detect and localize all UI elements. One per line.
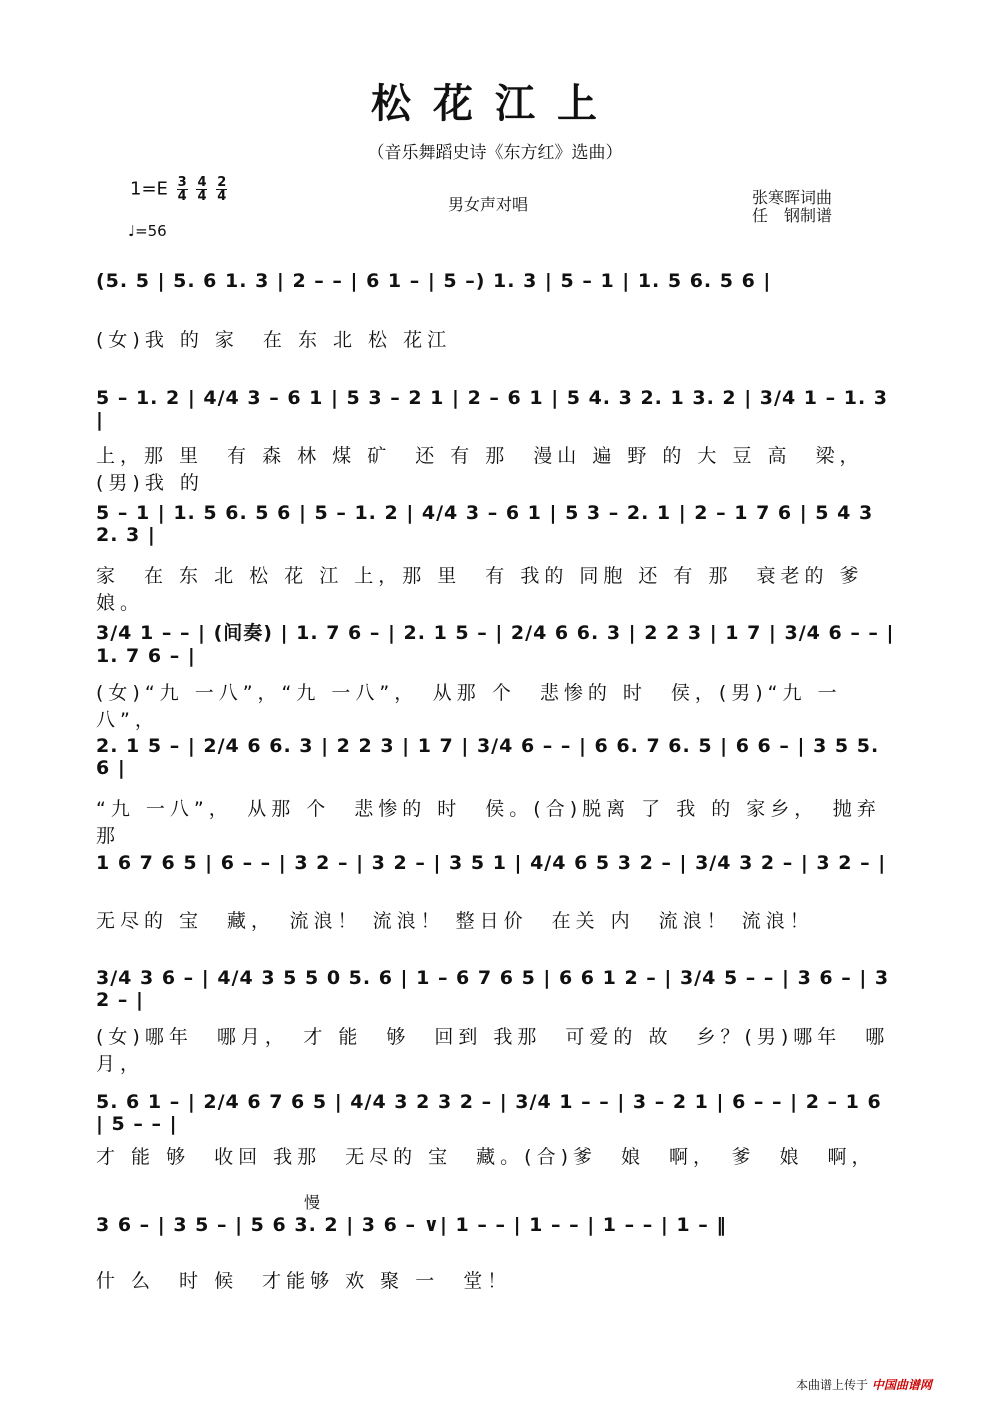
footer bbox=[796, 1376, 932, 1393]
site-logo: 中国曲谱网 bbox=[871, 1378, 932, 1392]
lyrics-row: (女)“九 一八”，“九 一八”， 从那 个 悲惨的 时 侯，(男)“九 一八”， bbox=[96, 682, 842, 731]
key-signature bbox=[130, 176, 227, 203]
time-signature: $\frac{2}{4}$ bbox=[217, 175, 227, 204]
notation-row: 3 6 – | 3 5 – | 5 6 3. 2 | 3 6 – ∨| 1 – – | 1 – – | 1 – – | 1 – ‖ bbox=[96, 1214, 727, 1236]
notation-row: (5. 5 | 5. 6 1. 3 | 2 – – | 6 1 – | 5 –) 1. 3 | 5 – 1 | 1. 5 6. 5 6 | bbox=[96, 270, 772, 292]
footer-text: 本曲谱上传于 bbox=[796, 1378, 869, 1392]
credit-line: 张寒晖词曲 bbox=[752, 188, 833, 207]
notation-row: 3/4 1 – – | (间奏) | 1. 7 6 – | 2. 1 5 – | 2/4 6 6. 3 | 2 2 3 | 1 7 | 3/4 6 – – | 1. 7 6 – | bbox=[96, 622, 895, 667]
lyrics-row: 什 么 时 候 才能够 欢 聚 一 堂！ bbox=[96, 1270, 512, 1292]
page-subtitle: （音乐舞蹈史诗《东方红》选曲） bbox=[367, 143, 623, 163]
page-title: 松花江上 bbox=[371, 80, 619, 127]
notation-row: 3/4 3 6 – | 4/4 3 5 5 0 5. 6 | 1 – 6 7 6 5 | 6 6 1 2 – | 3/4 5 – – | 3 6 – | 3 2 – | bbox=[96, 967, 890, 1011]
credits bbox=[752, 189, 832, 225]
tempo-change-marking: 慢 bbox=[304, 1193, 321, 1212]
time-signature: $\frac{4}{4}$ bbox=[197, 175, 207, 204]
time-signature: $\frac{3}{4}$ bbox=[177, 175, 187, 204]
performance-style: 男女声对唱 bbox=[448, 195, 529, 214]
notation-row: 1 6 7 6 5 | 6 – – | 3 2 – | 3 2 – | 3 5 1 | 4/4 6 5 3 2 – | 3/4 3 2 – | 3 2 – | bbox=[96, 852, 887, 874]
key-label: 1=E bbox=[130, 178, 168, 200]
credit-line: 任 钢制谱 bbox=[752, 206, 833, 225]
tempo-marking: ♩=56 bbox=[128, 222, 167, 240]
notation-row: 2. 1 5 – | 2/4 6 6. 3 | 2 2 3 | 1 7 | 3/4 6 – – | 6 6. 7 6. 5 | 6 6 – | 3 5 5. 6 | bbox=[96, 735, 880, 779]
notation-row: 5 – 1. 2 | 4/4 3 – 6 1 | 5 3 – 2 1 | 2 – 6 1 | 5 4. 3 2. 1 3. 2 | 3/4 1 – 1. 3 | bbox=[96, 387, 889, 431]
lyrics-row: “九 一八”， 从那 个 悲惨的 时 侯。(合)脱离 了 我 的 家乡， 抛弃 那 bbox=[96, 798, 905, 847]
notation-row: 5 – 1 | 1. 5 6. 5 6 | 5 – 1. 2 | 4/4 3 – 6 1 | 5 3 – 2. 1 | 2 – 1 7 6 | 5 4 3 2. 3 | bbox=[96, 502, 874, 546]
lyrics-row: 无尽的 宝 藏， 流浪！ 流浪！ 整日价 在关 内 流浪！ 流浪！ bbox=[96, 910, 814, 932]
lyrics-row: 家 在 东 北 松 花 江 上，那 里 有 我的 同胞 还 有 那 衰老的 爹 娘。 bbox=[96, 565, 888, 614]
lyrics-row: (女)我 的 家 在 东 北 松 花江 bbox=[96, 329, 452, 351]
notation-row: 5. 6 1 – | 2/4 6 7 6 5 | 4/4 3 2 3 2 – | 3/4 1 – – | 3 – 2 1 | 6 – – | 2 – 1 6 | 5 – – | bbox=[96, 1091, 882, 1135]
lyrics-row: (女)哪年 哪月， 才 能 够 回到 我那 可爱的 故 乡？(男)哪年 哪月， bbox=[96, 1026, 890, 1075]
lyrics-row: 上，那 里 有 森 林 煤 矿 还 有 那 漫山 遍 野 的 大 豆 高 梁，(男)我 的 bbox=[96, 445, 864, 494]
lyrics-row: 才 能 够 收回 我那 无尽的 宝 藏。(合)爹 娘 啊， 爹 娘 啊， bbox=[96, 1146, 876, 1168]
